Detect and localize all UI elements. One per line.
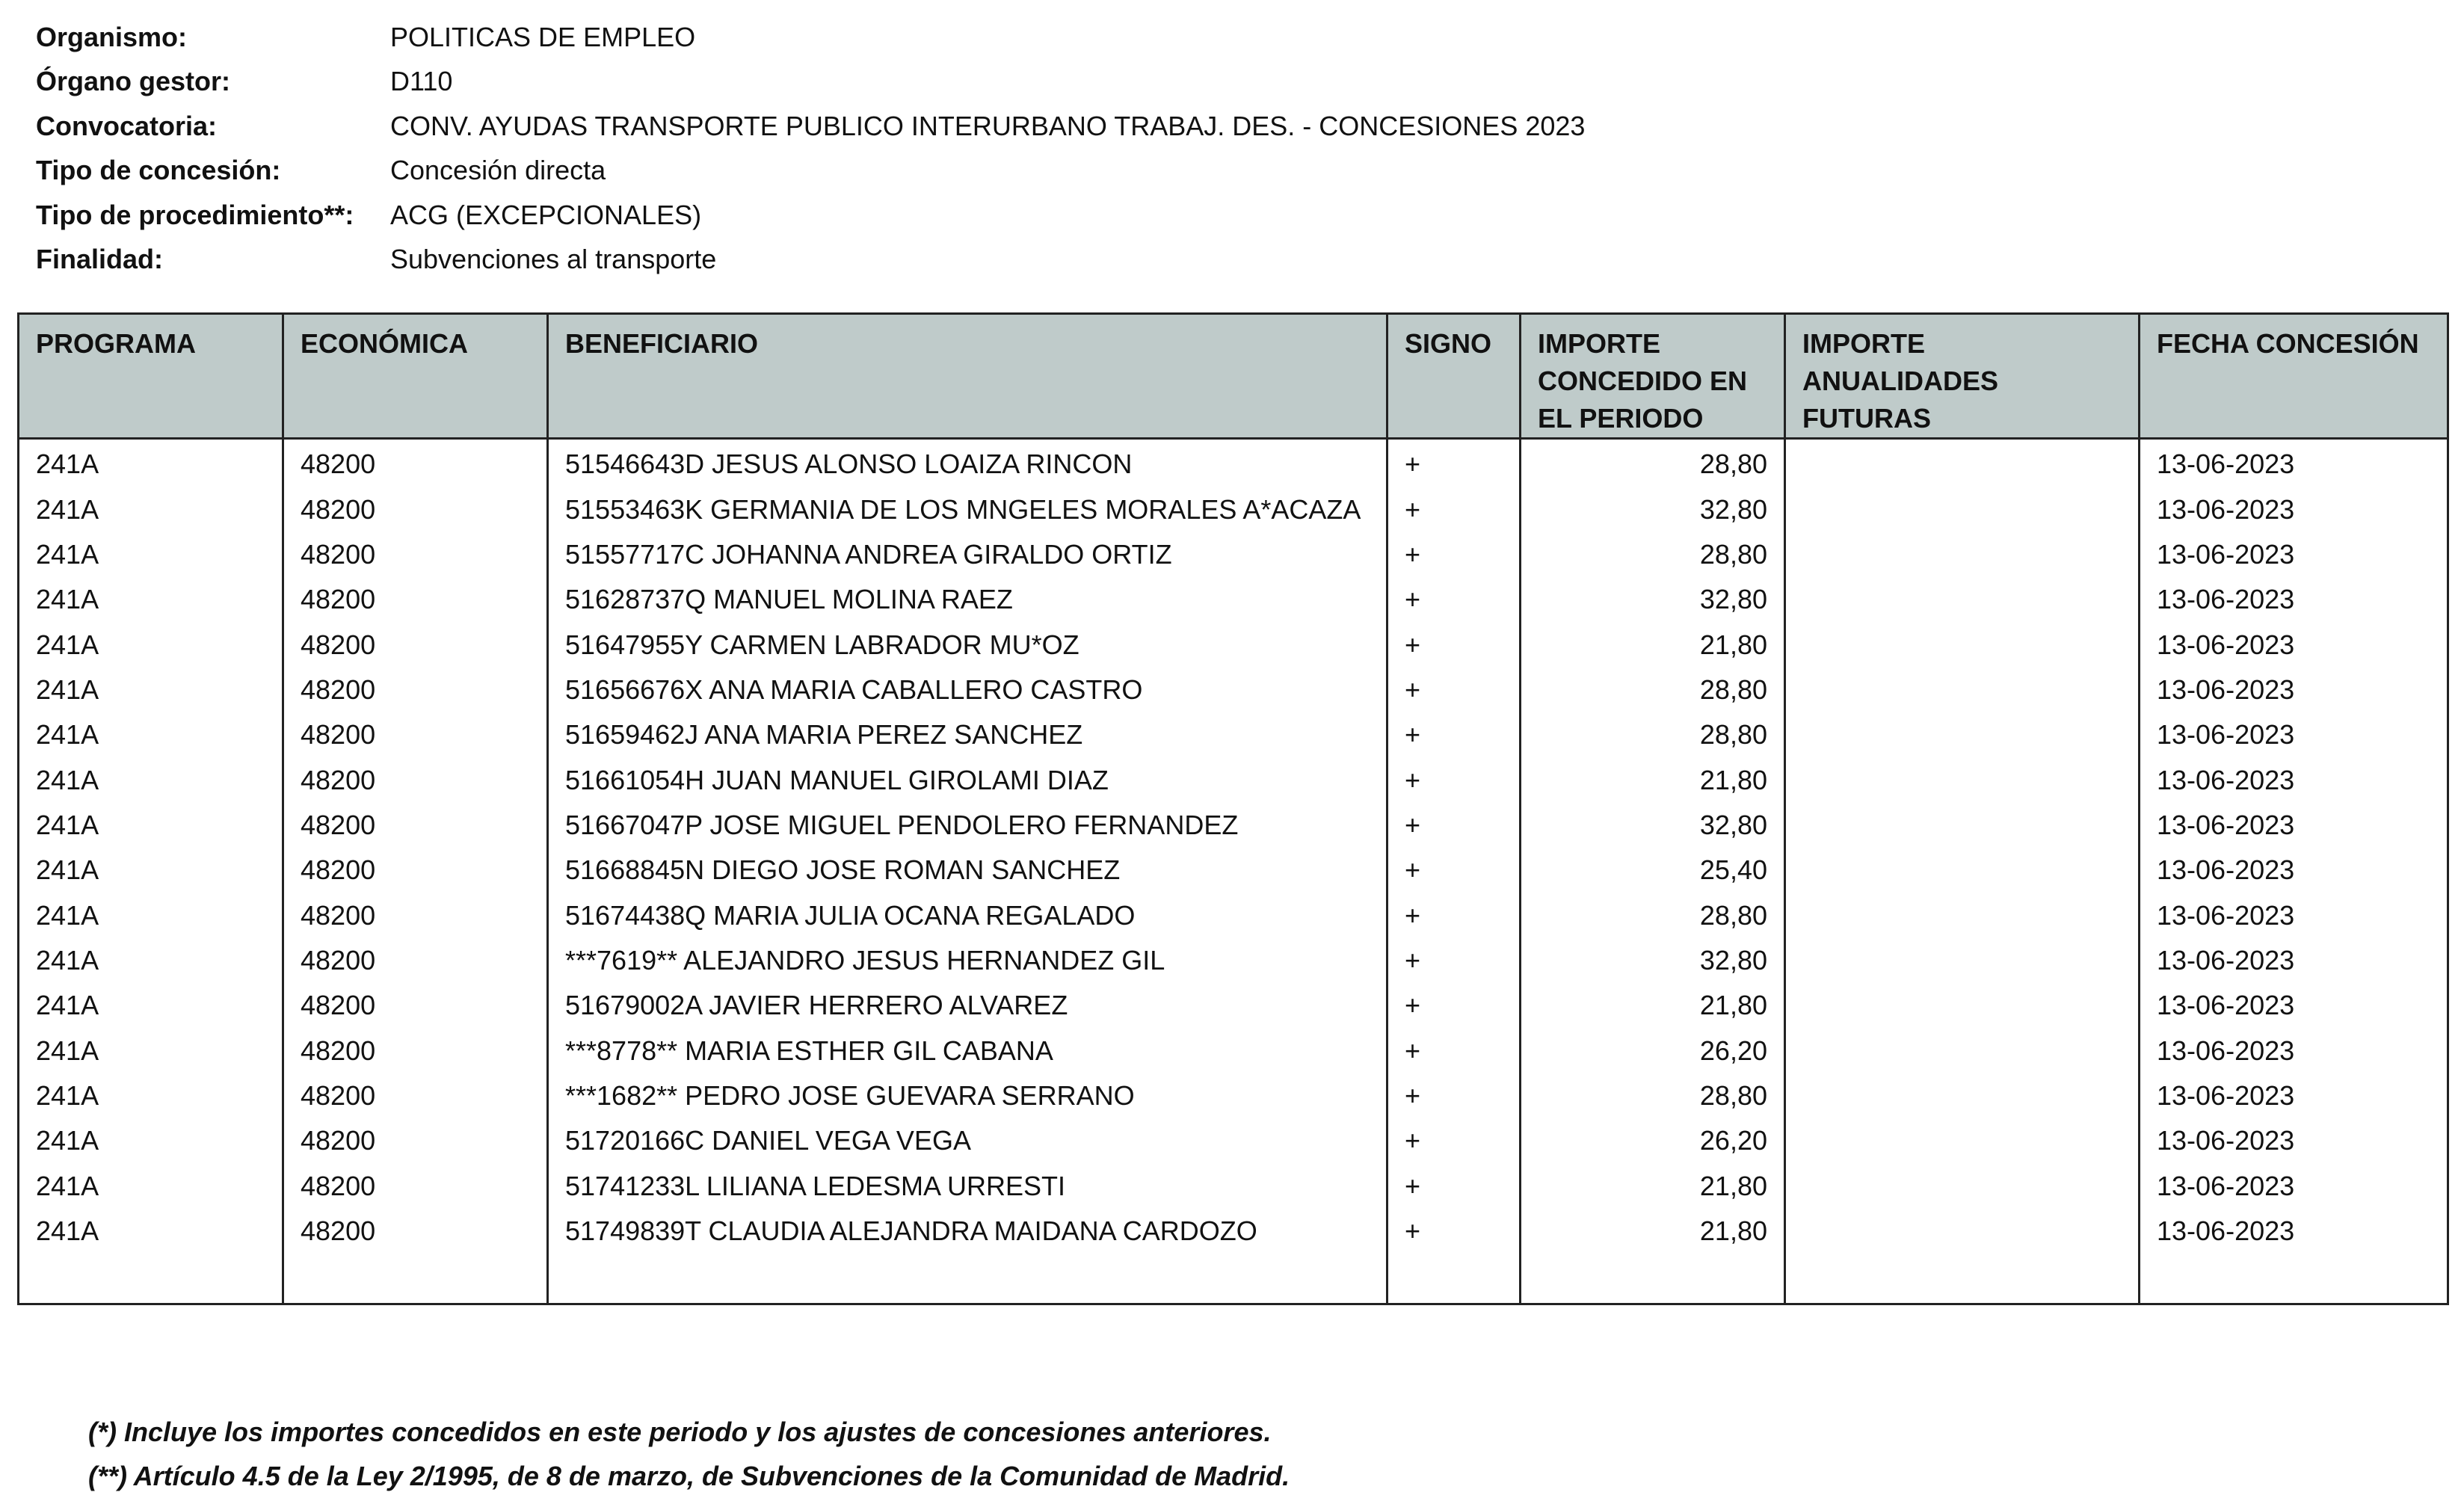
meta-value: CONV. AYUDAS TRANSPORTE PUBLICO INTERURBANO TRABAJ. DES. - CONCESIONES 2023 bbox=[390, 110, 1586, 141]
header-metadata bbox=[36, 15, 1585, 282]
cell-anualidades-futuras bbox=[1785, 491, 2140, 536]
cell-signo: + bbox=[1387, 536, 1521, 581]
cell-economica: 48200 bbox=[283, 1032, 548, 1077]
meta-tipo-concesion bbox=[36, 149, 1585, 194]
column-header-economica: ECONÓMICA bbox=[283, 314, 548, 439]
cell-importe: 21,80 bbox=[1521, 1212, 1785, 1257]
cell-importe: 32,80 bbox=[1521, 491, 1785, 536]
meta-convocatoria bbox=[36, 104, 1585, 149]
empty-cell bbox=[1387, 1257, 1521, 1304]
table-row bbox=[19, 897, 2448, 942]
cell-economica: 48200 bbox=[283, 1168, 548, 1212]
table-row bbox=[19, 439, 2448, 491]
cell-economica: 48200 bbox=[283, 897, 548, 942]
cell-signo: + bbox=[1387, 987, 1521, 1032]
cell-anualidades-futuras bbox=[1785, 762, 2140, 807]
cell-programa: 241A bbox=[19, 626, 283, 671]
empty-cell bbox=[1785, 1257, 2140, 1304]
meta-label: Órgano gestor: bbox=[36, 66, 231, 97]
column-header-importe: IMPORTE CONCEDIDO EN EL PERIODO bbox=[1521, 314, 1785, 439]
cell-programa: 241A bbox=[19, 491, 283, 536]
cell-economica: 48200 bbox=[283, 1077, 548, 1122]
meta-value: D110 bbox=[390, 66, 453, 97]
cell-signo: + bbox=[1387, 1032, 1521, 1077]
cell-economica: 48200 bbox=[283, 491, 548, 536]
cell-importe: 32,80 bbox=[1521, 942, 1785, 987]
empty-cell bbox=[283, 1257, 548, 1304]
cell-economica: 48200 bbox=[283, 1212, 548, 1257]
cell-signo: + bbox=[1387, 851, 1521, 896]
cell-programa: 241A bbox=[19, 536, 283, 581]
footnotes bbox=[88, 1410, 1290, 1498]
cell-importe: 25,40 bbox=[1521, 851, 1785, 896]
cell-anualidades-futuras bbox=[1785, 439, 2140, 491]
cell-anualidades-futuras bbox=[1785, 671, 2140, 716]
cell-economica: 48200 bbox=[283, 987, 548, 1032]
cell-fecha-concesion: 13-06-2023 bbox=[2140, 1122, 2448, 1167]
cell-programa: 241A bbox=[19, 439, 283, 491]
footnote-1: (*) Incluye los importes concedidos en este periodo y los ajustes de concesiones anteriores. bbox=[88, 1417, 1272, 1447]
cell-signo: + bbox=[1387, 716, 1521, 761]
cell-economica: 48200 bbox=[283, 626, 548, 671]
meta-label: Tipo de concesión: bbox=[36, 155, 281, 186]
cell-anualidades-futuras bbox=[1785, 716, 2140, 761]
cell-economica: 48200 bbox=[283, 1122, 548, 1167]
cell-importe: 28,80 bbox=[1521, 671, 1785, 716]
cell-beneficiario: 51667047P JOSE MIGUEL PENDOLERO FERNANDEZ bbox=[548, 807, 1387, 851]
cell-economica: 48200 bbox=[283, 716, 548, 761]
cell-economica: 48200 bbox=[283, 807, 548, 851]
cell-economica: 48200 bbox=[283, 439, 548, 491]
cell-fecha-concesion: 13-06-2023 bbox=[2140, 716, 2448, 761]
cell-beneficiario: 51628737Q MANUEL MOLINA RAEZ bbox=[548, 581, 1387, 626]
table-row bbox=[19, 1212, 2448, 1257]
cell-anualidades-futuras bbox=[1785, 897, 2140, 942]
table-row bbox=[19, 671, 2448, 716]
cell-anualidades-futuras bbox=[1785, 1212, 2140, 1257]
cell-signo: + bbox=[1387, 671, 1521, 716]
cell-programa: 241A bbox=[19, 716, 283, 761]
footnote-2: (**) Artículo 4.5 de la Ley 2/1995, de 8 de marzo, de Subvenciones de la Comunidad de Madrid. bbox=[88, 1461, 1290, 1491]
cell-beneficiario: 51741233L LILIANA LEDESMA URRESTI bbox=[548, 1168, 1387, 1212]
cell-signo: + bbox=[1387, 1168, 1521, 1212]
cell-beneficiario: 51674438Q MARIA JULIA OCANA REGALADO bbox=[548, 897, 1387, 942]
table-row bbox=[19, 851, 2448, 896]
cell-signo: + bbox=[1387, 1122, 1521, 1167]
cell-anualidades-futuras bbox=[1785, 1122, 2140, 1167]
empty-cell bbox=[548, 1257, 1387, 1304]
table-row bbox=[19, 987, 2448, 1032]
table-row bbox=[19, 762, 2448, 807]
cell-fecha-concesion: 13-06-2023 bbox=[2140, 1212, 2448, 1257]
cell-anualidades-futuras bbox=[1785, 1077, 2140, 1122]
meta-organo-gestor bbox=[36, 60, 1585, 105]
meta-label: Organismo: bbox=[36, 21, 188, 52]
cell-economica: 48200 bbox=[283, 942, 548, 987]
cell-fecha-concesion: 13-06-2023 bbox=[2140, 1032, 2448, 1077]
cell-fecha-concesion: 13-06-2023 bbox=[2140, 807, 2448, 851]
cell-anualidades-futuras bbox=[1785, 626, 2140, 671]
cell-anualidades-futuras bbox=[1785, 987, 2140, 1032]
cell-fecha-concesion: 13-06-2023 bbox=[2140, 671, 2448, 716]
cell-beneficiario: 51720166C DANIEL VEGA VEGA bbox=[548, 1122, 1387, 1167]
cell-fecha-concesion: 13-06-2023 bbox=[2140, 987, 2448, 1032]
cell-anualidades-futuras bbox=[1785, 807, 2140, 851]
cell-signo: + bbox=[1387, 807, 1521, 851]
cell-programa: 241A bbox=[19, 1122, 283, 1167]
cell-programa: 241A bbox=[19, 1168, 283, 1212]
cell-importe: 21,80 bbox=[1521, 987, 1785, 1032]
empty-cell bbox=[19, 1257, 283, 1304]
cell-importe: 26,20 bbox=[1521, 1032, 1785, 1077]
cell-beneficiario: 51668845N DIEGO JOSE ROMAN SANCHEZ bbox=[548, 851, 1387, 896]
cell-beneficiario: 51679002A JAVIER HERRERO ALVAREZ bbox=[548, 987, 1387, 1032]
cell-importe: 21,80 bbox=[1521, 762, 1785, 807]
cell-programa: 241A bbox=[19, 1077, 283, 1122]
cell-fecha-concesion: 13-06-2023 bbox=[2140, 762, 2448, 807]
cell-fecha-concesion: 13-06-2023 bbox=[2140, 1168, 2448, 1212]
table-row bbox=[19, 807, 2448, 851]
table-row bbox=[19, 626, 2448, 671]
cell-signo: + bbox=[1387, 762, 1521, 807]
cell-signo: + bbox=[1387, 491, 1521, 536]
cell-beneficiario: 51553463K GERMANIA DE LOS MNGELES MORALES A*ACAZA bbox=[548, 491, 1387, 536]
cell-signo: + bbox=[1387, 1077, 1521, 1122]
cell-anualidades-futuras bbox=[1785, 942, 2140, 987]
cell-importe: 21,80 bbox=[1521, 626, 1785, 671]
meta-value: POLITICAS DE EMPLEO bbox=[390, 21, 696, 52]
cell-fecha-concesion: 13-06-2023 bbox=[2140, 851, 2448, 896]
column-header-signo: SIGNO bbox=[1387, 314, 1521, 439]
empty-cell bbox=[1521, 1257, 1785, 1304]
table-row bbox=[19, 1122, 2448, 1167]
cell-importe: 32,80 bbox=[1521, 581, 1785, 626]
table-row bbox=[19, 1077, 2448, 1122]
cell-programa: 241A bbox=[19, 1032, 283, 1077]
cell-fecha-concesion: 13-06-2023 bbox=[2140, 439, 2448, 491]
cell-economica: 48200 bbox=[283, 671, 548, 716]
meta-value: Subvenciones al transporte bbox=[390, 244, 717, 275]
cell-importe: 28,80 bbox=[1521, 439, 1785, 491]
cell-fecha-concesion: 13-06-2023 bbox=[2140, 897, 2448, 942]
meta-tipo-procedimiento bbox=[36, 193, 1585, 238]
cell-beneficiario: 51557717C JOHANNA ANDREA GIRALDO ORTIZ bbox=[548, 536, 1387, 581]
cell-economica: 48200 bbox=[283, 536, 548, 581]
cell-anualidades-futuras bbox=[1785, 1168, 2140, 1212]
meta-label: Tipo de procedimiento**: bbox=[36, 199, 354, 230]
cell-programa: 241A bbox=[19, 897, 283, 942]
cell-beneficiario: 51546643D JESUS ALONSO LOAIZA RINCON bbox=[548, 439, 1387, 491]
cell-signo: + bbox=[1387, 897, 1521, 942]
cell-programa: 241A bbox=[19, 807, 283, 851]
cell-signo: + bbox=[1387, 581, 1521, 626]
cell-fecha-concesion: 13-06-2023 bbox=[2140, 581, 2448, 626]
cell-programa: 241A bbox=[19, 942, 283, 987]
table-row bbox=[19, 491, 2448, 536]
table-row bbox=[19, 536, 2448, 581]
table-header-row bbox=[19, 314, 2448, 439]
cell-importe: 28,80 bbox=[1521, 716, 1785, 761]
cell-beneficiario: 51647955Y CARMEN LABRADOR MU*OZ bbox=[548, 626, 1387, 671]
cell-signo: + bbox=[1387, 626, 1521, 671]
meta-organismo bbox=[36, 15, 1585, 60]
cell-economica: 48200 bbox=[283, 581, 548, 626]
meta-value: Concesión directa bbox=[390, 155, 606, 186]
cell-programa: 241A bbox=[19, 581, 283, 626]
cell-beneficiario: ***1682** PEDRO JOSE GUEVARA SERRANO bbox=[548, 1077, 1387, 1122]
meta-finalidad bbox=[36, 238, 1585, 283]
cell-economica: 48200 bbox=[283, 851, 548, 896]
meta-label: Convocatoria: bbox=[36, 110, 218, 141]
cell-importe: 26,20 bbox=[1521, 1122, 1785, 1167]
cell-importe: 28,80 bbox=[1521, 897, 1785, 942]
grants-table bbox=[17, 312, 2449, 1305]
cell-importe: 28,80 bbox=[1521, 536, 1785, 581]
cell-programa: 241A bbox=[19, 1212, 283, 1257]
cell-beneficiario: 51661054H JUAN MANUEL GIROLAMI DIAZ bbox=[548, 762, 1387, 807]
cell-beneficiario: ***7619** ALEJANDRO JESUS HERNANDEZ GIL bbox=[548, 942, 1387, 987]
cell-beneficiario: 51659462J ANA MARIA PEREZ SANCHEZ bbox=[548, 716, 1387, 761]
cell-beneficiario: 51656676X ANA MARIA CABALLERO CASTRO bbox=[548, 671, 1387, 716]
cell-programa: 241A bbox=[19, 762, 283, 807]
meta-value: ACG (EXCEPCIONALES) bbox=[390, 199, 702, 230]
cell-fecha-concesion: 13-06-2023 bbox=[2140, 1077, 2448, 1122]
cell-fecha-concesion: 13-06-2023 bbox=[2140, 942, 2448, 987]
cell-programa: 241A bbox=[19, 671, 283, 716]
table-row bbox=[19, 942, 2448, 987]
cell-anualidades-futuras bbox=[1785, 851, 2140, 896]
cell-fecha-concesion: 13-06-2023 bbox=[2140, 626, 2448, 671]
table-filler-row bbox=[19, 1257, 2448, 1304]
table-row bbox=[19, 581, 2448, 626]
table-row bbox=[19, 716, 2448, 761]
column-header-beneficiario: BENEFICIARIO bbox=[548, 314, 1387, 439]
cell-beneficiario: ***8778** MARIA ESTHER GIL CABANA bbox=[548, 1032, 1387, 1077]
cell-anualidades-futuras bbox=[1785, 536, 2140, 581]
table-row bbox=[19, 1168, 2448, 1212]
empty-cell bbox=[2140, 1257, 2448, 1304]
table-row bbox=[19, 1032, 2448, 1077]
cell-fecha-concesion: 13-06-2023 bbox=[2140, 536, 2448, 581]
table-header bbox=[19, 314, 2448, 439]
cell-programa: 241A bbox=[19, 851, 283, 896]
cell-fecha-concesion: 13-06-2023 bbox=[2140, 491, 2448, 536]
cell-anualidades-futuras bbox=[1785, 1032, 2140, 1077]
cell-signo: + bbox=[1387, 942, 1521, 987]
column-header-anualidades: IMPORTE ANUALIDADES FUTURAS bbox=[1785, 314, 2140, 439]
meta-label: Finalidad: bbox=[36, 244, 163, 275]
table-body bbox=[19, 439, 2448, 1304]
cell-signo: + bbox=[1387, 1212, 1521, 1257]
cell-importe: 28,80 bbox=[1521, 1077, 1785, 1122]
cell-beneficiario: 51749839T CLAUDIA ALEJANDRA MAIDANA CARDOZO bbox=[548, 1212, 1387, 1257]
cell-programa: 241A bbox=[19, 987, 283, 1032]
cell-importe: 21,80 bbox=[1521, 1168, 1785, 1212]
cell-importe: 32,80 bbox=[1521, 807, 1785, 851]
cell-anualidades-futuras bbox=[1785, 581, 2140, 626]
cell-signo: + bbox=[1387, 439, 1521, 491]
cell-economica: 48200 bbox=[283, 762, 548, 807]
column-header-fecha: FECHA CONCESIÓN bbox=[2140, 314, 2448, 439]
column-header-programa: PROGRAMA bbox=[19, 314, 283, 439]
